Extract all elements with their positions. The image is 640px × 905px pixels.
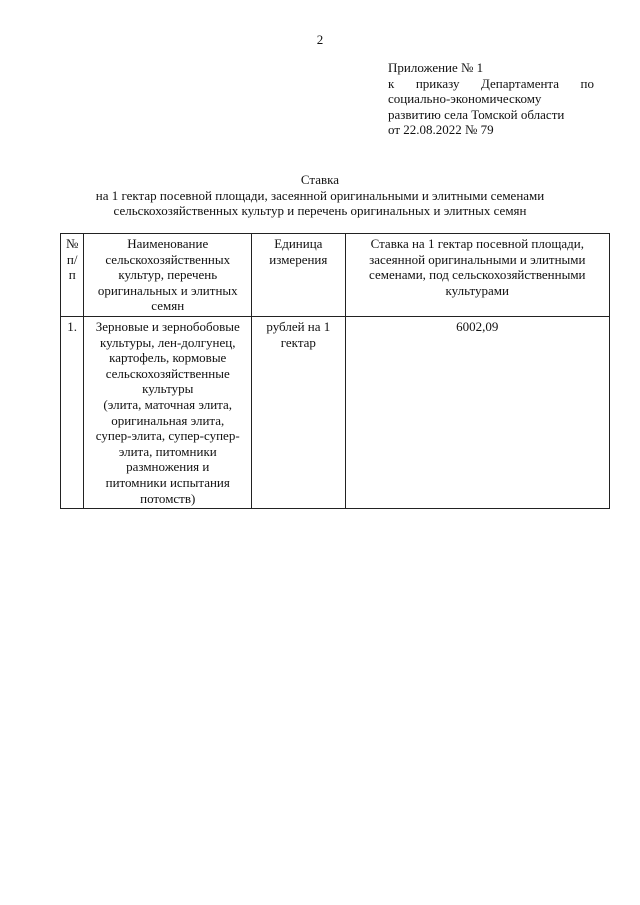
table-header-row (61, 234, 610, 317)
appendix-block (388, 60, 594, 138)
appendix-line-3: социально-экономическому (388, 91, 542, 106)
header-text: засеянной оригинальными и элитными (369, 251, 586, 267)
cell-text: рублей на 1 (266, 318, 331, 334)
header-text: № (65, 236, 79, 251)
title-line-1: Ставка (300, 172, 340, 187)
page-number: 2 (316, 32, 324, 47)
cell-text: культуры (142, 381, 194, 397)
appendix-word: приказу (415, 75, 460, 91)
header-text: Единица (274, 236, 323, 251)
row-unit (252, 316, 345, 508)
appendix-line-1: Приложение № 1 (388, 60, 484, 75)
header-text: семенами, под сельскохозяйственными (369, 267, 586, 283)
table-row (61, 316, 610, 508)
row-crop-name (84, 316, 252, 508)
row-rate-value: 6002,09 (345, 316, 609, 508)
header-text: сельскохозяйственных (105, 251, 231, 267)
cell-text: оригинальная элита, (111, 412, 225, 428)
header-rate (345, 234, 609, 317)
title-line-3: сельскохозяйственных культур и перечень оригинальных и элитных семян (113, 203, 527, 218)
header-text: Ставка на 1 гектар посевной площади, (370, 236, 584, 251)
appendix-word: по (580, 75, 594, 91)
header-number (61, 234, 84, 317)
rate-table (60, 233, 610, 509)
appendix-word: к (388, 75, 395, 91)
cell-text: питомники испытания (105, 474, 230, 490)
appendix-line-4: развитию села Томской области (388, 106, 565, 122)
header-text: семян (151, 298, 185, 314)
header-text: оригинальных и элитных (97, 282, 238, 298)
appendix-line-2 (388, 76, 594, 92)
header-crop-name (84, 234, 252, 317)
title-line-2: на 1 гектар посевной площади, засеянной оригинальными и элитными семенами (95, 187, 545, 203)
cell-text: гектар (280, 334, 316, 350)
header-unit (252, 234, 345, 317)
document-title (0, 172, 640, 219)
header-text: п/п (66, 251, 78, 283)
cell-text: сельскохозяйственные (105, 365, 230, 381)
cell-text: Зерновые и зернобобовые (95, 318, 240, 334)
header-text: Наименование (127, 236, 209, 251)
appendix-line-5: от 22.08.2022 № 79 (388, 122, 494, 137)
cell-text: картофель, кормовые (109, 350, 227, 366)
row-number: 1. (61, 316, 84, 508)
cell-text: культуры, лен-долгунец, (100, 334, 236, 350)
cell-text: размножения и (126, 459, 210, 475)
cell-text: потомств) (140, 490, 196, 506)
header-text: измерения (269, 251, 328, 267)
header-text: культур, перечень (118, 267, 218, 283)
cell-text: (элита, маточная элита, (103, 396, 233, 412)
cell-text: супер-элита, супер-супер- (95, 428, 240, 444)
cell-text: элита, питомники (118, 443, 217, 459)
appendix-word: Департамента (481, 75, 560, 91)
header-text: культурами (445, 282, 509, 298)
